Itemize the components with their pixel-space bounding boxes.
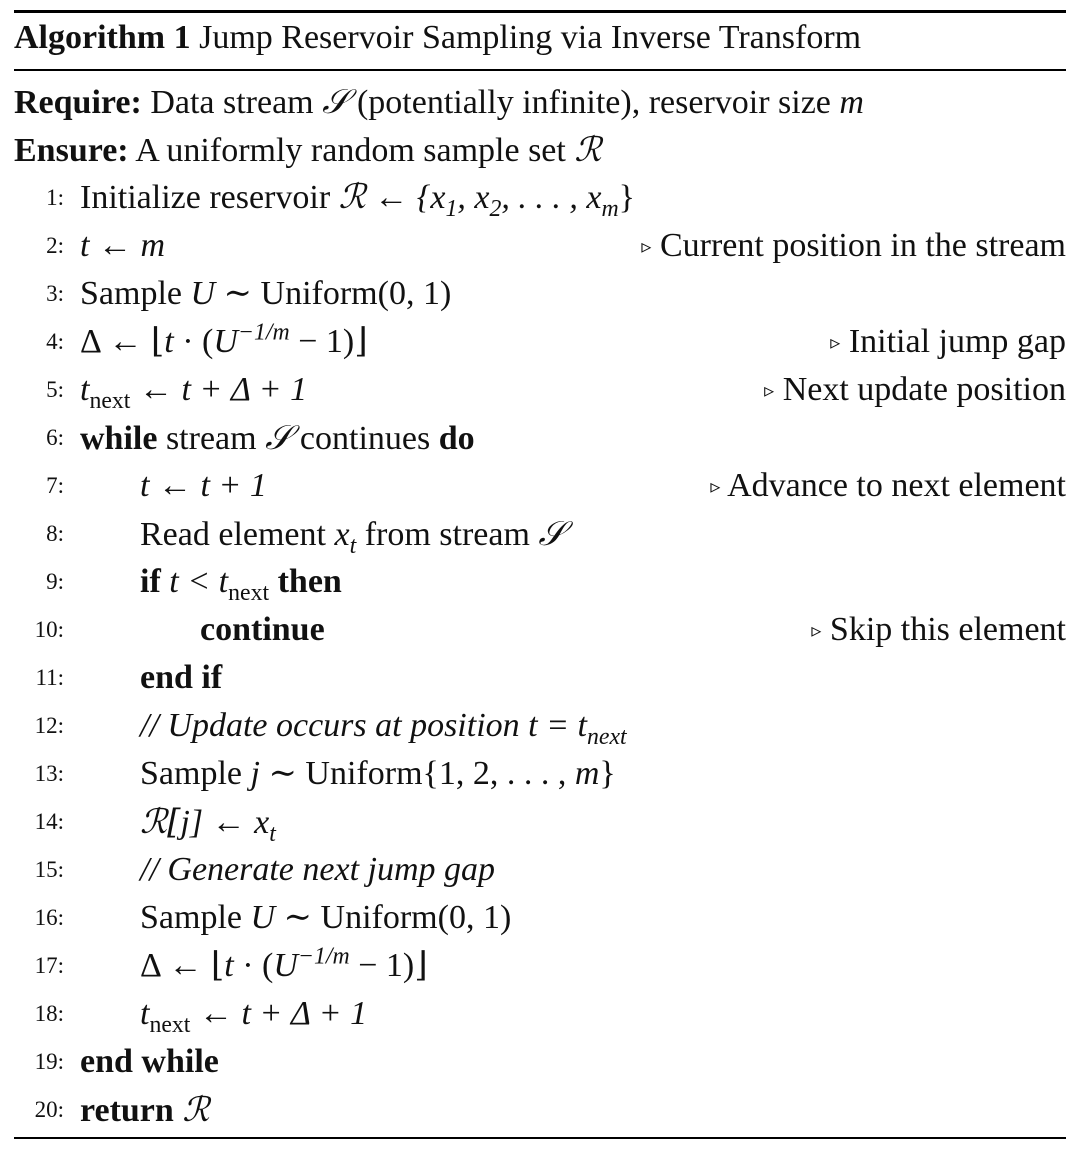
variable: U [213, 323, 238, 360]
line-comment [710, 462, 1066, 514]
line-math: , x [457, 179, 490, 216]
require-line [14, 78, 1066, 126]
line-code [80, 1038, 219, 1086]
require-text-b: (potentially infinite), reservoir size [356, 84, 831, 121]
line-text: ∼ Uniform(0, 1) [283, 899, 512, 936]
comment-text: Advance to next element [727, 467, 1066, 504]
line-number: 20: [34, 1097, 64, 1122]
keyword: if [140, 563, 161, 600]
variable: U [190, 275, 216, 312]
top-rule [14, 10, 1066, 13]
comment-triangle-icon: ▹ [764, 380, 775, 402]
line-math: · ( [233, 947, 274, 984]
algorithm-line-1 [14, 174, 1066, 222]
line-number: 4: [46, 329, 64, 354]
line-number: 14: [34, 809, 64, 834]
line-number: 7: [46, 473, 64, 498]
line-number: 18: [34, 1001, 64, 1026]
subscript: m [601, 195, 619, 222]
line-number: 3: [46, 281, 64, 306]
variable: U [273, 947, 298, 984]
subscript: next [586, 723, 627, 750]
line-number: 19: [34, 1049, 64, 1074]
subscript: 2 [489, 195, 502, 222]
line-math: ] ← x [189, 804, 270, 841]
line-code [140, 894, 511, 942]
line-number: 9: [46, 569, 64, 594]
line-code [140, 702, 627, 750]
line-math: ← t + Δ + 1 [190, 995, 368, 1032]
line-number: 6: [46, 425, 64, 450]
algorithm-label: Algorithm 1 [14, 19, 191, 56]
line-code [140, 510, 565, 559]
line-text: Read element [140, 516, 326, 553]
stream-symbol: 𝒮 [265, 418, 292, 458]
line-comment [641, 222, 1066, 274]
algorithm-line-7 [14, 462, 1066, 510]
line-code [140, 942, 427, 990]
algorithm-line-9 [14, 558, 1066, 606]
reservoir-size-symbol: m [839, 84, 864, 121]
algorithm-line-16 [14, 894, 1066, 942]
line-code [140, 462, 267, 510]
line-number: 8: [46, 521, 64, 546]
line-number: 2: [46, 233, 64, 258]
require-text-a: Data stream [150, 84, 314, 121]
algorithm-line-10 [14, 606, 1066, 654]
comment-triangle-icon: ▹ [710, 476, 721, 498]
line-math: t < t [169, 563, 229, 600]
line-code [200, 606, 325, 654]
comment-text: Next update position [782, 371, 1066, 408]
superscript: −1/m [237, 319, 290, 346]
variable: t [80, 371, 90, 408]
line-number: 12: [34, 713, 64, 738]
line-code [140, 654, 222, 702]
ensure-keyword: Ensure: [14, 132, 129, 169]
algorithm-line-2 [14, 222, 1066, 270]
keyword: do [438, 420, 475, 457]
line-text: } [599, 755, 616, 792]
require-content [14, 78, 864, 127]
line-text: ∼ Uniform(0, 1) [223, 275, 452, 312]
line-code [140, 558, 342, 606]
line-number: 16: [34, 905, 64, 930]
keyword: end while [80, 1043, 219, 1080]
variable: t [140, 995, 150, 1032]
superscript: −1/m [297, 943, 350, 970]
line-comment [811, 606, 1066, 658]
algorithm-line-18 [14, 990, 1066, 1038]
algorithm-line-5 [14, 366, 1066, 414]
line-math: t ← m [80, 227, 165, 264]
line-number: 11: [35, 665, 64, 690]
algorithm-line-17 [14, 942, 1066, 990]
subscript: t [269, 820, 276, 847]
line-math: − 1)⌋ [349, 947, 428, 984]
comment-text: Initial jump gap [848, 323, 1066, 360]
algorithm-line-19 [14, 1038, 1066, 1086]
algorithm-line-20 [14, 1086, 1066, 1134]
line-math: t ← t + 1 [140, 467, 267, 504]
subscript: 1 [445, 195, 458, 222]
line-math: − 1)⌋ [289, 323, 368, 360]
line-text: Sample [140, 755, 242, 792]
line-code [140, 846, 495, 894]
subscript: next [149, 1011, 191, 1038]
subscript: t [349, 532, 357, 559]
line-math: ← t + Δ + 1 [130, 371, 308, 408]
variable: t [164, 323, 174, 360]
line-number: 17: [34, 953, 64, 978]
inline-comment: // Generate next jump gap [140, 851, 496, 888]
line-code [80, 1086, 209, 1135]
line-code [80, 366, 307, 414]
title-rule [14, 69, 1066, 71]
ensure-line [14, 126, 1066, 174]
algorithm-line-6 [14, 414, 1066, 462]
line-code [80, 414, 475, 463]
line-code [80, 222, 165, 270]
stream-symbol: 𝒮 [322, 82, 349, 122]
algorithm-line-4 [14, 318, 1066, 366]
algorithm-line-12 [14, 702, 1066, 750]
subscript: next [89, 387, 131, 414]
bottom-rule [14, 1137, 1066, 1139]
line-code [80, 174, 635, 222]
line-math: ℛ[ [140, 802, 181, 842]
variable: m [574, 755, 600, 792]
comment-text: Skip this element [829, 611, 1066, 648]
line-text: Sample [140, 899, 242, 936]
variable: j [180, 804, 190, 841]
line-code [140, 798, 276, 847]
keyword: while [80, 420, 158, 457]
algorithm-line-11 [14, 654, 1066, 702]
line-math: } [618, 179, 635, 216]
inline-comment: // Update occurs at position t = t [140, 707, 587, 744]
line-text: from stream [364, 516, 530, 553]
algorithm-line-15 [14, 846, 1066, 894]
line-math: ℛ ← {x [338, 179, 446, 216]
comment-triangle-icon: ▹ [830, 332, 841, 354]
comment-triangle-icon: ▹ [811, 620, 822, 642]
line-code [80, 270, 451, 318]
line-comment [764, 366, 1066, 418]
line-code [140, 990, 367, 1038]
algorithm-line-14 [14, 798, 1066, 846]
line-text: stream [165, 420, 257, 457]
line-math: · ( [173, 323, 214, 360]
keyword: end if [140, 659, 223, 696]
line-number: 15: [34, 857, 64, 882]
require-keyword: Require: [14, 84, 142, 121]
line-math: , . . . , x [501, 179, 602, 216]
keyword: return [80, 1092, 174, 1129]
line-text: Sample [80, 275, 182, 312]
line-math: Δ ← ⌊ [80, 323, 165, 360]
line-math: Δ ← ⌊ [140, 947, 225, 984]
reservoir-symbol: ℛ [182, 1090, 210, 1130]
variable: j [250, 755, 260, 792]
line-number: 10: [34, 617, 64, 642]
ensure-content [14, 126, 602, 175]
line-number: 13: [34, 761, 64, 786]
algorithm-line-8 [14, 510, 1066, 558]
reservoir-symbol: ℛ [574, 130, 602, 170]
comment-text: Current position in the stream [659, 227, 1066, 264]
line-text: ∼ Uniform{1, 2, . . . , [268, 755, 575, 792]
comment-triangle-icon: ▹ [641, 236, 652, 258]
algorithm-line-13 [14, 750, 1066, 798]
algorithm-title [14, 16, 861, 60]
subscript: next [228, 579, 270, 606]
line-number: 1: [46, 185, 64, 210]
line-text: Initialize reservoir [80, 179, 331, 216]
algorithm-line-3 [14, 270, 1066, 318]
keyword: continue [200, 611, 325, 648]
line-code [140, 750, 616, 798]
ensure-text: A uniformly random sample set [135, 132, 566, 169]
stream-symbol: 𝒮 [538, 514, 565, 554]
variable: x [334, 516, 350, 553]
variable: t [224, 947, 234, 984]
line-comment [830, 318, 1066, 370]
line-code [80, 318, 367, 366]
algorithm-title-text: Jump Reservoir Sampling via Inverse Transform [199, 19, 862, 56]
line-text: continues [299, 420, 431, 457]
keyword: then [277, 563, 342, 600]
variable: U [250, 899, 276, 936]
line-number: 5: [46, 377, 64, 402]
